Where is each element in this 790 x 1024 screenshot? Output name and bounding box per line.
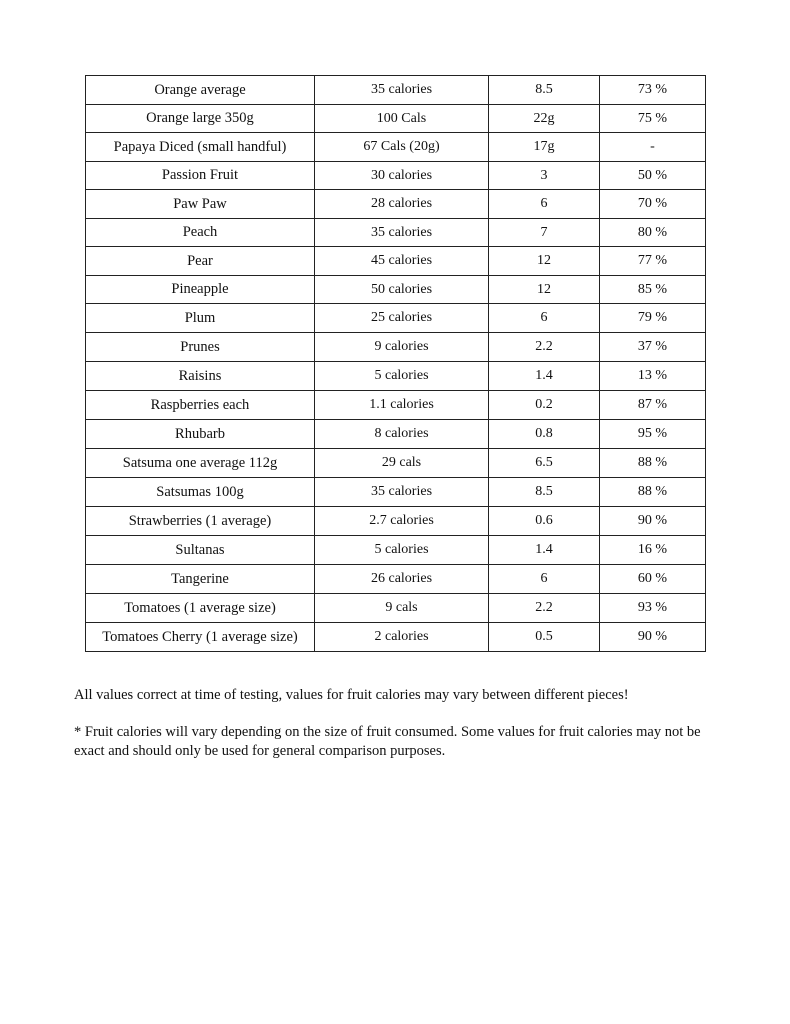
- table-row: [86, 247, 706, 276]
- fruit-name-cell: Prunes: [86, 333, 315, 362]
- calories-cell: 1.1 calories: [315, 391, 489, 420]
- table-row: [86, 304, 706, 333]
- calories-cell: 35 calories: [315, 219, 489, 247]
- water-percent-cell: 80 %: [600, 219, 706, 247]
- calories-cell: 100 Cals: [315, 105, 489, 133]
- calories-cell: 35 calories: [315, 478, 489, 507]
- water-percent-cell: -: [600, 133, 706, 162]
- calories-cell: 35 calories: [315, 76, 489, 105]
- carbs-cell: 1.4: [489, 362, 600, 391]
- carbs-cell: 0.2: [489, 391, 600, 420]
- water-percent-cell: 95 %: [600, 420, 706, 449]
- table-row: [86, 594, 706, 623]
- water-percent-cell: 85 %: [600, 276, 706, 304]
- calories-cell: 45 calories: [315, 247, 489, 276]
- fruit-name-cell: Sultanas: [86, 536, 315, 565]
- calories-cell: 30 calories: [315, 162, 489, 190]
- fruit-name-cell: Peach: [86, 219, 315, 247]
- carbs-cell: 0.5: [489, 623, 600, 652]
- calories-cell: 2.7 calories: [315, 507, 489, 536]
- table-row: [86, 507, 706, 536]
- carbs-cell: 12: [489, 247, 600, 276]
- calories-cell: 26 calories: [315, 565, 489, 594]
- calories-cell: 29 cals: [315, 449, 489, 478]
- water-percent-cell: 87 %: [600, 391, 706, 420]
- calories-cell: 67 Cals (20g): [315, 133, 489, 162]
- carbs-cell: 2.2: [489, 333, 600, 362]
- calories-cell: 9 cals: [315, 594, 489, 623]
- table-row: [86, 565, 706, 594]
- footnote-text: * Fruit calories will vary depending on the size of fruit consumed. Some values for fruit calories may not be exact and should only be used for general comparison purposes.: [74, 724, 701, 759]
- carbs-cell: 12: [489, 276, 600, 304]
- table-row: [86, 76, 706, 105]
- water-percent-cell: 70 %: [600, 190, 706, 219]
- water-percent-cell: 60 %: [600, 565, 706, 594]
- fruit-name-cell: Tangerine: [86, 565, 315, 594]
- water-percent-cell: 50 %: [600, 162, 706, 190]
- fruit-name-cell: Passion Fruit: [86, 162, 315, 190]
- carbs-cell: 8.5: [489, 76, 600, 105]
- fruit-name-cell: Satsumas 100g: [86, 478, 315, 507]
- table-row: [86, 420, 706, 449]
- fruit-name-cell: Pear: [86, 247, 315, 276]
- calories-cell: 8 calories: [315, 420, 489, 449]
- table-row: [86, 449, 706, 478]
- fruit-name-cell: Raspberries each: [86, 391, 315, 420]
- calories-cell: 5 calories: [315, 362, 489, 391]
- fruit-name-cell: Orange average: [86, 76, 315, 105]
- calories-cell: 25 calories: [315, 304, 489, 333]
- carbs-cell: 8.5: [489, 478, 600, 507]
- table-row: [86, 133, 706, 162]
- water-percent-cell: 73 %: [600, 76, 706, 105]
- fruit-name-cell: Tomatoes (1 average size): [86, 594, 315, 623]
- carbs-cell: 1.4: [489, 536, 600, 565]
- carbs-cell: 6.5: [489, 449, 600, 478]
- fruit-name-cell: Satsuma one average 112g: [86, 449, 315, 478]
- table-row: [86, 333, 706, 362]
- carbs-cell: 17g: [489, 133, 600, 162]
- fruit-name-cell: Strawberries (1 average): [86, 507, 315, 536]
- calories-cell: 9 calories: [315, 333, 489, 362]
- fruit-name-cell: Plum: [86, 304, 315, 333]
- calories-cell: 28 calories: [315, 190, 489, 219]
- carbs-cell: 6: [489, 565, 600, 594]
- fruit-name-cell: Raisins: [86, 362, 315, 391]
- water-percent-cell: 93 %: [600, 594, 706, 623]
- table-row: [86, 391, 706, 420]
- carbs-cell: 0.8: [489, 420, 600, 449]
- table-row: [86, 478, 706, 507]
- water-percent-cell: 90 %: [600, 507, 706, 536]
- carbs-cell: 6: [489, 304, 600, 333]
- table-row: [86, 162, 706, 190]
- carbs-cell: 6: [489, 190, 600, 219]
- fruit-name-cell: Pineapple: [86, 276, 315, 304]
- disclaimer-text: All values correct at time of testing, values for fruit calories may vary between different pieces!: [74, 687, 629, 703]
- water-percent-cell: 37 %: [600, 333, 706, 362]
- calories-cell: 5 calories: [315, 536, 489, 565]
- water-percent-cell: 88 %: [600, 478, 706, 507]
- table-row: [86, 623, 706, 652]
- fruit-name-cell: Paw Paw: [86, 190, 315, 219]
- fruit-name-cell: Orange large 350g: [86, 105, 315, 133]
- table-body: [86, 76, 706, 652]
- table-row: [86, 190, 706, 219]
- calories-cell: 50 calories: [315, 276, 489, 304]
- water-percent-cell: 88 %: [600, 449, 706, 478]
- fruit-name-cell: Rhubarb: [86, 420, 315, 449]
- carbs-cell: 22g: [489, 105, 600, 133]
- table-row: [86, 536, 706, 565]
- water-percent-cell: 16 %: [600, 536, 706, 565]
- water-percent-cell: 75 %: [600, 105, 706, 133]
- table-row: [86, 276, 706, 304]
- table-row: [86, 219, 706, 247]
- fruit-name-cell: Tomatoes Cherry (1 average size): [86, 623, 315, 652]
- fruit-name-cell: Papaya Diced (small handful): [86, 133, 315, 162]
- water-percent-cell: 90 %: [600, 623, 706, 652]
- water-percent-cell: 13 %: [600, 362, 706, 391]
- water-percent-cell: 79 %: [600, 304, 706, 333]
- carbs-cell: 7: [489, 219, 600, 247]
- table-row: [86, 105, 706, 133]
- table-row: [86, 362, 706, 391]
- carbs-cell: 2.2: [489, 594, 600, 623]
- fruit-calories-table: [85, 75, 706, 652]
- water-percent-cell: 77 %: [600, 247, 706, 276]
- carbs-cell: 0.6: [489, 507, 600, 536]
- carbs-cell: 3: [489, 162, 600, 190]
- calories-cell: 2 calories: [315, 623, 489, 652]
